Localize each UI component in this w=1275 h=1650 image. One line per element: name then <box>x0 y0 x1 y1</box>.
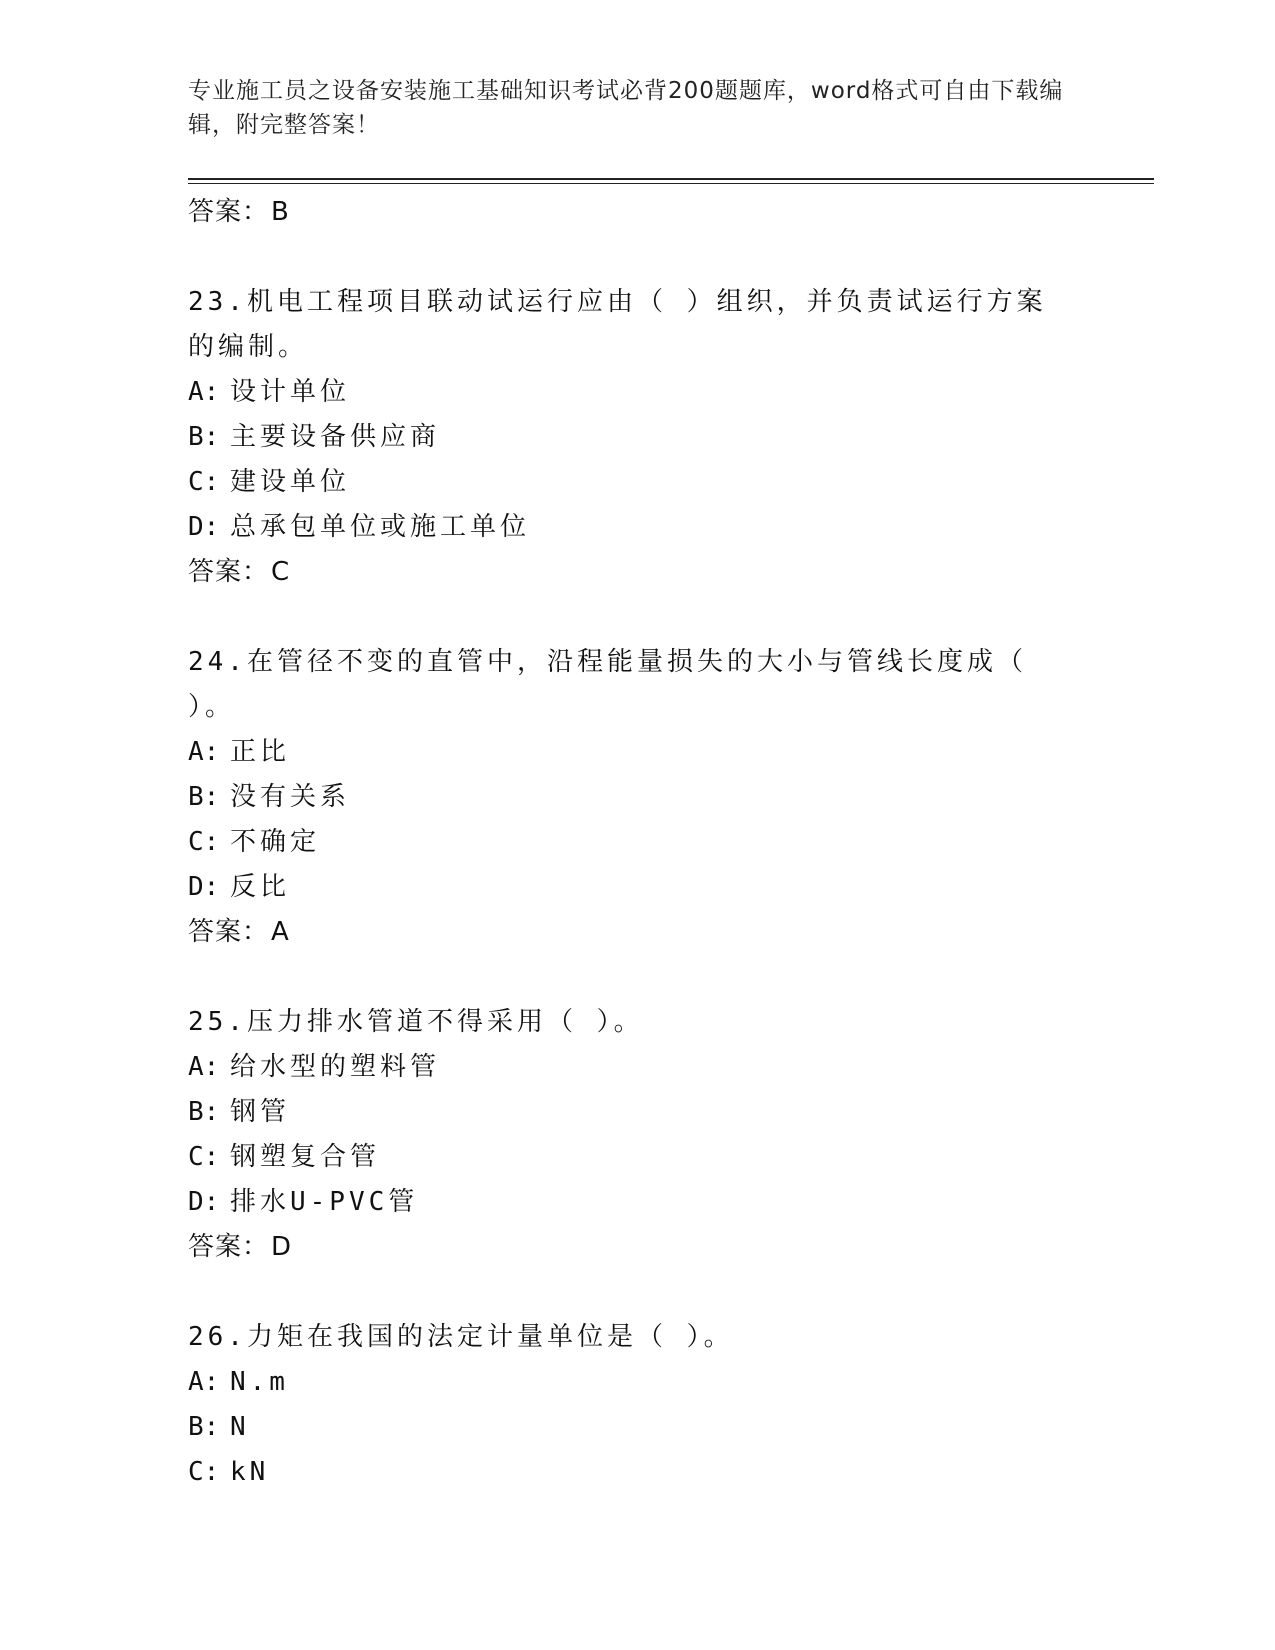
option-c <box>188 1135 1088 1180</box>
option-key: C: <box>188 1457 220 1487</box>
question-24 <box>188 640 1088 954</box>
answer-label: 答案： <box>188 1232 270 1262</box>
option-c <box>188 1450 1088 1495</box>
option-text: 给水型的塑料管 <box>230 1052 441 1082</box>
question-text: 26.力矩在我国的法定计量单位是（ ）。 <box>188 1322 734 1352</box>
question-text: 24.在管径不变的直管中，沿程能量损失的大小与管线长度成（ ）。 <box>188 647 1027 722</box>
option-key: B: <box>188 1412 220 1442</box>
question-list <box>188 190 1088 1495</box>
option-a <box>188 1045 1088 1090</box>
question-23 <box>188 280 1088 594</box>
document-header <box>188 74 1088 142</box>
option-key: D: <box>188 1187 220 1217</box>
option-text: 排水U-PVC管 <box>230 1187 419 1217</box>
option-text: N <box>230 1412 250 1442</box>
answer-label: 答案： <box>188 557 270 587</box>
option-b <box>188 1090 1088 1135</box>
option-text: 钢管 <box>230 1097 291 1127</box>
option-d <box>188 505 1088 550</box>
option-text: 钢塑复合管 <box>230 1142 381 1172</box>
option-key: A: <box>188 377 220 407</box>
header-divider <box>188 178 1154 184</box>
option-key: C: <box>188 1142 220 1172</box>
answer-line <box>188 910 1088 954</box>
option-key: D: <box>188 872 220 902</box>
answer-line <box>188 550 1088 594</box>
question-text: 25.压力排水管道不得采用（ ）。 <box>188 1007 644 1037</box>
option-b <box>188 1405 1088 1450</box>
question-25 <box>188 1000 1088 1269</box>
option-c <box>188 460 1088 505</box>
option-text: 没有关系 <box>230 782 351 812</box>
answer-label: 答案： <box>188 917 270 947</box>
option-key: B: <box>188 1097 220 1127</box>
option-d <box>188 865 1088 910</box>
option-key: B: <box>188 782 220 812</box>
option-text: 总承包单位或施工单位 <box>230 512 531 542</box>
option-key: A: <box>188 737 220 767</box>
option-a <box>188 370 1088 415</box>
option-text: N.m <box>230 1367 289 1397</box>
option-key: C: <box>188 827 220 857</box>
option-a <box>188 730 1088 775</box>
option-key: A: <box>188 1367 220 1397</box>
option-key: B: <box>188 422 220 452</box>
question-text: 23.机电工程项目联动试运行应由（ ）组织，并负责试运行方案的编制。 <box>188 287 1047 362</box>
option-b <box>188 775 1088 820</box>
option-key: C: <box>188 467 220 497</box>
answer-value: B <box>271 197 290 227</box>
option-text: 建设单位 <box>230 467 351 497</box>
option-text: 主要设备供应商 <box>230 422 441 452</box>
option-text: kN <box>230 1457 270 1487</box>
option-key: A: <box>188 1052 220 1082</box>
question-26 <box>188 1315 1088 1495</box>
answer-line <box>188 1225 1088 1269</box>
option-c <box>188 820 1088 865</box>
option-text: 设计单位 <box>230 377 351 407</box>
previous-answer <box>188 190 1088 234</box>
option-b <box>188 415 1088 460</box>
option-key: D: <box>188 512 220 542</box>
answer-label: 答案： <box>188 197 270 227</box>
option-text: 反比 <box>230 872 291 902</box>
document-title: 专业施工员之设备安装施工基础知识考试必背200题题库，word格式可自由下载编辑，附完整答案！ <box>188 78 1064 138</box>
option-text: 正比 <box>230 737 291 767</box>
option-a <box>188 1360 1088 1405</box>
option-text: 不确定 <box>230 827 321 857</box>
answer-value: C <box>271 557 291 587</box>
answer-value: A <box>271 917 290 947</box>
option-d <box>188 1180 1088 1225</box>
answer-value: D <box>271 1232 293 1262</box>
